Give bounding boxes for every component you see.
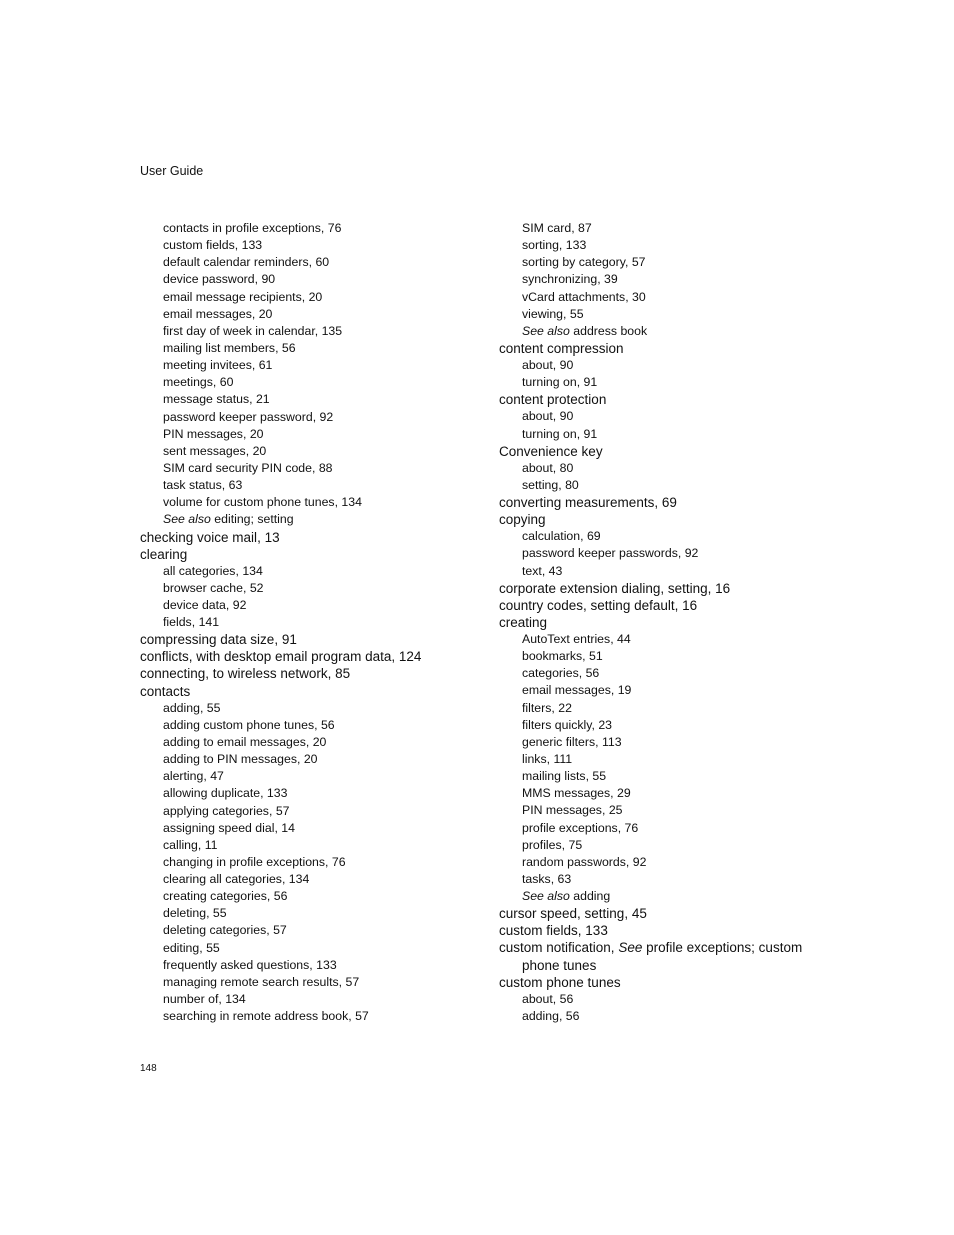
page-reference: 45: [631, 906, 647, 922]
index-subterm: device password, 90: [163, 272, 276, 287]
term-text: content protection: [499, 392, 607, 408]
term-text: meeting invitees: [163, 358, 252, 373]
term-text: setting: [522, 477, 559, 492]
term-text: assigning speed dial: [163, 820, 275, 835]
term-text: custom fields: [499, 923, 578, 939]
term-text: random passwords: [522, 854, 626, 869]
index-subterm: about, 56: [522, 991, 574, 1006]
page-reference: 56: [273, 889, 288, 904]
index-subterm: about, 90: [522, 358, 574, 373]
see-also-reference: [499, 888, 819, 905]
page-reference: 76: [331, 854, 346, 869]
index-subterm: device data, 92: [163, 598, 247, 612]
term-text: compressing data size: [140, 632, 275, 648]
page-reference: 69: [661, 495, 677, 511]
index-subterm: number of, 134: [163, 992, 246, 1007]
page-reference: 69: [586, 529, 601, 544]
index-term: connecting, to wireless network, 85: [140, 666, 351, 682]
page-reference: 61: [258, 358, 273, 373]
index-subterm: volume for custom phone tunes, 134: [163, 495, 362, 510]
page-reference: 85: [335, 666, 351, 682]
term-text: contacts: [140, 683, 191, 699]
see-also-label: See also: [522, 889, 570, 904]
index-subterm: setting, 80: [522, 477, 579, 492]
index-subterm: filters, 22: [522, 700, 572, 715]
index-subterm: adding, 55: [163, 700, 221, 715]
see-also-label: See also: [163, 512, 211, 527]
index-subterm: random passwords, 92: [522, 854, 647, 869]
term-text: allowing duplicate: [163, 786, 261, 801]
page-reference: 57: [355, 1009, 369, 1024]
index-term: [499, 391, 819, 408]
term-text: calculation: [522, 529, 581, 544]
index-subterm: changing in profile exceptions, 76: [163, 854, 346, 869]
index-subterm: custom fields, 133: [163, 238, 263, 253]
page-reference: 56: [320, 717, 335, 732]
term-text: task status: [163, 478, 222, 493]
see-target-continued: phone tunes: [522, 957, 597, 973]
index-subterm: calculation, 69: [522, 529, 601, 544]
term-text: viewing: [522, 306, 564, 321]
term-text: creating: [499, 614, 548, 630]
term-text: cursor speed, setting: [499, 906, 625, 922]
page-reference: 19: [617, 683, 632, 698]
term-text: country codes, setting default: [499, 597, 675, 613]
index-subterm: email message recipients, 20: [163, 289, 323, 304]
page-reference: 91: [281, 632, 297, 648]
page-reference: 57: [273, 923, 287, 938]
index-subterm: categories, 56: [522, 666, 600, 681]
term-text: email message recipients: [163, 289, 302, 304]
page-reference: 92: [319, 409, 334, 424]
index-subterm: password keeper passwords, 92: [522, 546, 699, 561]
see-also-target: address book: [573, 323, 648, 338]
term-text: alerting: [163, 769, 204, 784]
index-subterm: sorting, 133: [522, 238, 587, 253]
index-subterm: MMS messages, 29: [522, 786, 631, 801]
page-reference: 30: [632, 289, 646, 304]
index-term: converting measurements, 69: [499, 495, 677, 511]
page-reference: 133: [266, 786, 288, 801]
index-subterm: meeting invitees, 61: [163, 358, 273, 373]
term-text: SIM card security PIN code: [163, 460, 312, 475]
index-term: compressing data size, 91: [140, 632, 297, 648]
page-reference: 63: [228, 478, 243, 493]
term-text: changing in profile exceptions: [163, 854, 326, 869]
page-reference: 111: [553, 751, 573, 766]
index-subterm: adding, 56: [522, 1008, 580, 1023]
page-reference: 21: [255, 392, 270, 407]
page-reference: 55: [206, 940, 220, 955]
page-reference: 16: [682, 597, 698, 613]
index-subterm: SIM card security PIN code, 88: [163, 460, 333, 475]
page-reference: 60: [219, 375, 234, 390]
index-subterm: AutoText entries, 44: [522, 632, 631, 646]
index-subterm: meetings, 60: [163, 375, 234, 390]
term-text: all categories: [163, 563, 236, 578]
term-text: mailing lists: [522, 769, 586, 784]
index-subterm: browser cache, 52: [163, 580, 264, 595]
page-reference: 44: [617, 632, 631, 646]
term-text: meetings: [163, 375, 213, 390]
index-subterm: viewing, 55: [522, 306, 584, 321]
index-subterm: adding to PIN messages, 20: [163, 752, 318, 767]
page-reference: 90: [559, 409, 574, 424]
index-subterm: profiles, 75: [522, 837, 583, 852]
page-reference: 63: [557, 871, 572, 886]
index-subterm: PIN messages, 25: [522, 803, 623, 818]
term-text: message status: [163, 392, 250, 407]
index-term: cursor speed, setting, 45: [499, 906, 647, 922]
term-text: connecting, to wireless network: [140, 666, 328, 682]
term-text: device password: [163, 272, 255, 287]
index-subterm: mailing list members, 56: [163, 340, 296, 355]
term-text: volume for custom phone tunes: [163, 495, 335, 510]
term-text: corporate extension dialing, setting: [499, 580, 708, 596]
page-reference: 29: [617, 786, 631, 801]
term-text: MMS messages: [522, 786, 611, 801]
page-reference: 39: [604, 272, 618, 287]
index-subterm: about, 90: [522, 409, 574, 424]
term-text: first day of week in calendar: [163, 323, 315, 338]
index-subterm: turning on, 91: [522, 375, 598, 390]
term-text: custom phone tunes: [499, 974, 621, 990]
index-subterm: creating categories, 56: [163, 889, 288, 904]
index-subterm: adding custom phone tunes, 56: [163, 717, 335, 732]
term-text: deleting: [163, 906, 207, 921]
page-reference: 113: [601, 734, 622, 749]
term-text: clearing: [140, 546, 188, 562]
page-number: 148: [140, 1063, 157, 1074]
page-reference: 135: [321, 323, 343, 338]
term-text: sorting by category: [522, 255, 625, 270]
see-also-label: See also: [522, 323, 570, 338]
index-term: custom fields, 133: [499, 923, 608, 939]
index-subterm: synchronizing, 39: [522, 272, 618, 287]
index-subterm: vCard attachments, 30: [522, 289, 646, 304]
term-text: adding custom phone tunes: [163, 717, 315, 732]
term-text: device data: [163, 598, 226, 612]
term-text: sorting: [522, 238, 559, 253]
index-subterm: task status, 63: [163, 478, 243, 493]
page-reference: 87: [578, 221, 592, 235]
term-text: copying: [499, 512, 546, 528]
term-text: password keeper password: [163, 409, 313, 424]
term-text: synchronizing: [522, 272, 598, 287]
page-reference: 88: [318, 460, 333, 475]
index-term: [499, 511, 819, 528]
page-reference: 91: [583, 426, 598, 441]
index-subterm: bookmarks, 51: [522, 649, 603, 664]
page-reference: 76: [624, 820, 639, 835]
term-text: converting measurements: [499, 495, 655, 511]
page-reference: 43: [548, 563, 563, 578]
index-subterm: mailing lists, 55: [522, 769, 607, 784]
index-subterm: applying categories, 57: [163, 803, 290, 818]
page-reference: 75: [568, 837, 583, 852]
index-term: [499, 974, 819, 991]
index-subterm: email messages, 19: [522, 683, 632, 698]
page-reference: 22: [558, 700, 572, 715]
term-text: managing remote search results: [163, 974, 339, 989]
index-term: [140, 546, 475, 563]
index-subterm: generic filters, 113: [522, 734, 622, 749]
see-also-reference: [499, 323, 819, 340]
see-also-target: editing; setting: [214, 512, 294, 527]
term-text: editing: [163, 940, 200, 955]
page-reference: 57: [275, 803, 290, 818]
page-reference: 56: [565, 1008, 580, 1023]
index-subterm: about, 80: [522, 460, 574, 475]
page-reference: 92: [632, 854, 647, 869]
index-term: country codes, setting default, 16: [499, 597, 698, 613]
term-text: custom fields: [163, 238, 235, 253]
page-reference: 90: [559, 358, 574, 373]
term-text: bookmarks: [522, 649, 583, 664]
index-subterm: fields, 141: [163, 615, 220, 630]
index-term: [499, 614, 819, 631]
page-reference: 51: [588, 649, 603, 664]
term-text: email messages: [163, 306, 252, 321]
page-reference: 56: [281, 340, 296, 355]
term-text: about: [522, 460, 553, 475]
running-header: User Guide: [140, 164, 204, 178]
index-subterm: all categories, 134: [163, 563, 263, 578]
page-reference: 56: [559, 991, 574, 1006]
index-subterm: managing remote search results, 57: [163, 974, 360, 989]
index-subterm: filters quickly, 23: [522, 717, 613, 732]
index-subterm: searching in remote address book, 57: [163, 1009, 369, 1024]
index-subterm: SIM card, 87: [522, 221, 592, 235]
term-text: categories: [522, 666, 579, 681]
index-subterm: adding to email messages, 20: [163, 734, 327, 749]
term-text: content compression: [499, 340, 624, 356]
term-text: about: [522, 991, 553, 1006]
page-reference: 55: [206, 700, 221, 715]
page-reference: 55: [569, 306, 584, 321]
page-reference: 25: [608, 803, 623, 818]
see-target: profile exceptions; custom: [646, 940, 803, 956]
index-subterm: profile exceptions, 76: [522, 820, 639, 835]
term-text: vCard attachments: [522, 289, 626, 304]
index-subterm: sent messages, 20: [163, 443, 267, 458]
page-reference: 20: [312, 734, 327, 749]
page-reference: 80: [565, 477, 579, 492]
page-reference: 92: [232, 598, 247, 612]
term-text: links: [522, 751, 547, 766]
term-text: about: [522, 409, 553, 424]
term-text: clearing all categories: [163, 872, 282, 887]
term-text: creating categories: [163, 889, 267, 904]
term-text: contacts in profile exceptions: [163, 221, 321, 235]
index-term: corporate extension dialing, setting, 16: [499, 580, 731, 596]
page-reference: 11: [204, 837, 218, 852]
term-text: filters: [522, 700, 552, 715]
term-text: AutoText entries: [522, 632, 611, 646]
see-label: See: [618, 940, 643, 956]
index-term: checking voice mail, 13: [140, 529, 280, 545]
page-reference: 76: [327, 221, 342, 235]
term-text: calling: [163, 837, 198, 852]
page-reference: 55: [212, 906, 227, 921]
index-subterm: alerting, 47: [163, 769, 224, 784]
page-reference: 91: [583, 375, 598, 390]
index-term: [140, 683, 475, 700]
page-reference: 133: [316, 957, 337, 972]
index-subterm: links, 111: [522, 751, 573, 766]
index-subterm: first day of week in calendar, 135: [163, 323, 343, 338]
term-text: adding: [163, 700, 200, 715]
page-reference: 57: [345, 974, 360, 989]
index-subterm: email messages, 20: [163, 306, 273, 321]
term-text: turning on: [522, 426, 577, 441]
index-subterm: PIN messages, 20: [163, 426, 264, 441]
term-text: turning on: [522, 375, 577, 390]
page-reference: 20: [303, 752, 318, 767]
page-reference: 133: [585, 923, 608, 939]
index-subterm: sorting by category, 57: [522, 255, 646, 270]
index-column-left: [140, 220, 475, 1025]
index-subterm: default calendar reminders, 60: [163, 255, 330, 270]
index-subterm: tasks, 63: [522, 871, 572, 886]
page-reference: 134: [242, 563, 263, 578]
page-reference: 56: [585, 666, 600, 681]
term-text: adding to email messages: [163, 734, 306, 749]
see-also-reference: [140, 511, 475, 528]
term-text: mailing list members: [163, 340, 276, 355]
index-subterm: contacts in profile exceptions, 76: [163, 221, 342, 235]
term-text: frequently asked questions: [163, 957, 310, 972]
term-text: deleting categories: [163, 923, 267, 938]
term-text: profiles: [522, 837, 562, 852]
term-text: applying categories: [163, 803, 269, 818]
term-text: generic filters: [522, 734, 596, 749]
page-reference: 134: [341, 495, 362, 510]
page-reference: 134: [288, 872, 310, 887]
term-text: number of: [163, 992, 219, 1007]
index-subterm: calling, 11: [163, 837, 218, 852]
index-subterm: turning on, 91: [522, 426, 598, 441]
page-reference: 141: [198, 615, 220, 630]
term-text: fields: [163, 615, 192, 630]
term-text: Convenience key: [499, 443, 603, 459]
term-text: searching in remote address book: [163, 1009, 349, 1024]
term-text: checking voice mail: [140, 529, 258, 545]
term-text: SIM card: [522, 221, 572, 235]
term-text: profile exceptions: [522, 820, 618, 835]
term-text: default calendar reminders: [163, 255, 309, 270]
term-text: password keeper passwords: [522, 546, 678, 561]
index-term-see: [499, 939, 819, 973]
page-reference: 20: [308, 289, 323, 304]
page-reference: 16: [715, 580, 731, 596]
page-reference: 57: [631, 255, 646, 270]
page-reference: 14: [281, 820, 295, 835]
term-text: browser cache: [163, 580, 243, 595]
page-reference: 13: [264, 529, 280, 545]
index-subterm: assigning speed dial, 14: [163, 820, 295, 835]
page-reference: 23: [598, 717, 613, 732]
term-text: tasks: [522, 871, 551, 886]
term-text: PIN messages: [163, 426, 243, 441]
index-term: [499, 340, 819, 357]
page-reference: 133: [565, 238, 587, 253]
index-column-right: [499, 220, 819, 1025]
term-text: conflicts, with desktop email program data: [140, 649, 392, 665]
term-text: filters quickly: [522, 717, 592, 732]
see-also-target: adding: [573, 889, 611, 904]
page-reference: 20: [258, 306, 273, 321]
index-subterm: editing, 55: [163, 940, 220, 955]
term-text: sent messages: [163, 443, 246, 458]
page-reference: 55: [592, 769, 607, 784]
page-reference: 90: [261, 272, 276, 287]
page-reference: 52: [249, 580, 264, 595]
page-reference: 92: [684, 546, 699, 561]
page-reference: 133: [241, 238, 263, 253]
index-subterm: text, 43: [522, 563, 563, 578]
page-reference: 124: [398, 649, 422, 665]
index-subterm: password keeper password, 92: [163, 409, 334, 424]
index-subterm: allowing duplicate, 133: [163, 786, 288, 801]
page-reference: 134: [225, 992, 246, 1007]
index-term: conflicts, with desktop email program data, 124: [140, 649, 422, 665]
page-reference: 80: [559, 460, 574, 475]
index-subterm: frequently asked questions, 133: [163, 957, 337, 972]
index-subterm: deleting categories, 57: [163, 923, 287, 938]
term-text: PIN messages: [522, 803, 602, 818]
index-subterm: deleting, 55: [163, 906, 227, 921]
page-reference: 47: [210, 769, 224, 784]
term-text: adding: [522, 1008, 559, 1023]
term-text: about: [522, 358, 553, 373]
page-reference: 20: [252, 443, 267, 458]
term-text: adding to PIN messages: [163, 752, 297, 767]
term-text: email messages: [522, 683, 611, 698]
term-text: custom notification,: [499, 940, 615, 956]
index-term: [499, 443, 819, 460]
index-subterm: clearing all categories, 134: [163, 872, 310, 887]
term-text: text: [522, 563, 542, 578]
page-reference: 20: [249, 426, 264, 441]
index-subterm: message status, 21: [163, 392, 270, 407]
page-reference: 60: [315, 255, 330, 270]
